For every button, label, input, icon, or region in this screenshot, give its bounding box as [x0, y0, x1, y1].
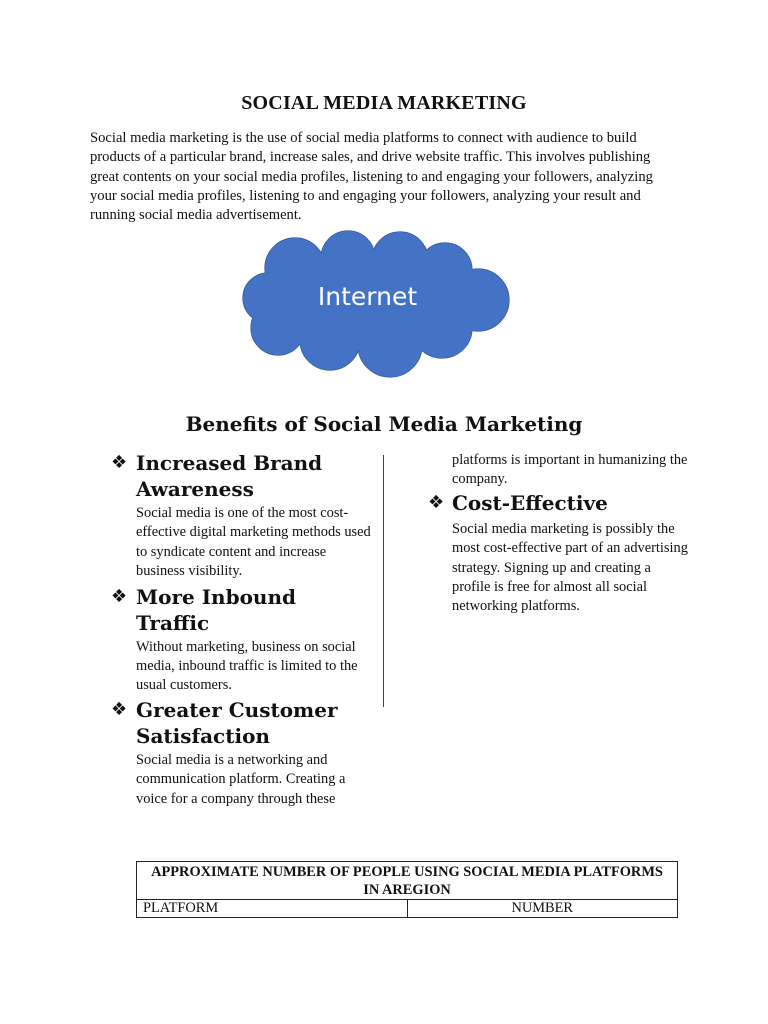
platform-usage-table	[136, 861, 678, 918]
diamond-bullet-icon: ❖	[111, 698, 128, 720]
benefit-heading	[428, 490, 690, 516]
benefit-heading-text: More Inbound Traffic	[136, 584, 296, 635]
intro-paragraph: Social media marketing is the use of social media platforms to connect with audience to build products of a particular brand, increase sales, and drive website traffic. This involves publishing great contents on your social media profiles, listening to and engaging your followers, analyzing your social media profiles, listening to and engaging your followers, analyzing your result and running social media advertisement.	[90, 130, 653, 224]
table-title: APPROXIMATE NUMBER OF PEOPLE USING SOCIAL MEDIA PLATFORMS IN AREGION	[137, 862, 678, 900]
benefit-body: Social media marketing is possibly the most cost-effective part of an advertising strategy. Signing up and creating a profile is free for almost all social networking platforms.	[452, 520, 688, 615]
benefits-right-column	[428, 450, 690, 617]
table-title-row	[137, 862, 678, 900]
column-divider	[383, 455, 384, 707]
benefit-heading	[111, 584, 371, 636]
benefit-body: Social media is a networking and communication platform. Creating a voice for a company through these	[136, 751, 346, 807]
table-header-row	[137, 900, 678, 918]
benefit-heading-text: Cost-Effective	[452, 490, 608, 515]
benefit-body: Social media is one of the most cost-effective digital marketing methods used to syndicate content and increase business visibility.	[136, 505, 371, 580]
column-header-number: NUMBER	[407, 900, 678, 918]
benefit-heading	[111, 450, 371, 502]
benefits-title: Benefits of Social Media Marketing	[185, 412, 583, 436]
diamond-bullet-icon: ❖	[111, 585, 128, 607]
benefit-body-continuation: platforms is important in humanizing the company.	[452, 452, 688, 488]
cloud-label: Internet	[317, 282, 418, 311]
benefit-heading-text: Increased Brand Awareness	[136, 451, 323, 501]
benefits-left-column	[111, 450, 371, 809]
internet-cloud	[240, 230, 515, 378]
benefit-heading-text: Greater Customer Satisfaction	[136, 697, 338, 748]
benefit-heading	[111, 697, 371, 749]
page-title: SOCIAL MEDIA MARKETING	[241, 92, 527, 114]
diamond-bullet-icon: ❖	[428, 491, 445, 513]
diamond-bullet-icon: ❖	[111, 452, 128, 473]
benefit-body: Without marketing, business on social media, inbound traffic is limited to the usual customers.	[136, 638, 358, 694]
column-header-platform: PLATFORM	[137, 900, 408, 918]
